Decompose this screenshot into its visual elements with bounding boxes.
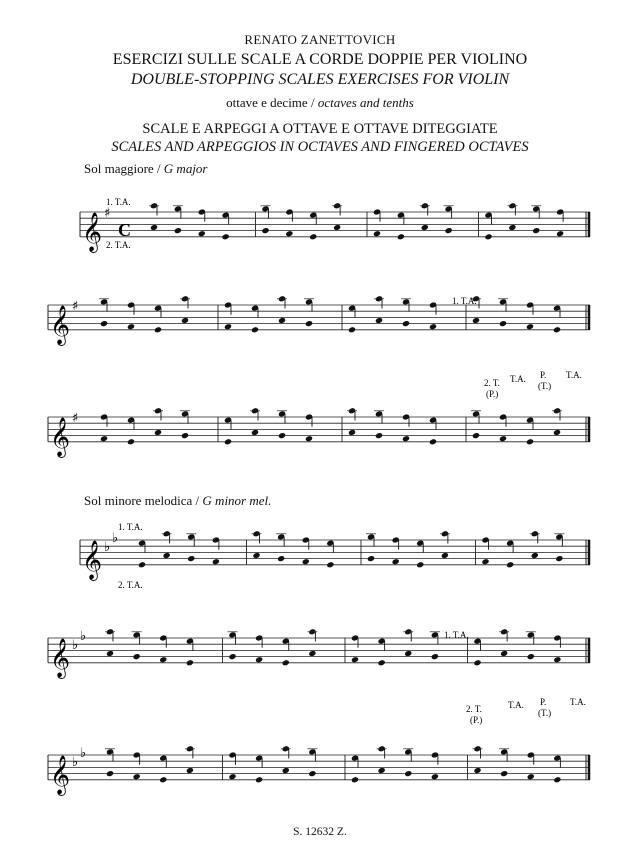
note-head: [174, 227, 182, 234]
note-head: [351, 656, 359, 663]
note-head: [348, 326, 356, 333]
note-head: [553, 776, 561, 783]
note-head: [228, 773, 236, 780]
staff-system-3: [48, 407, 590, 458]
note-head: [138, 561, 146, 568]
flat-icon: ♭: [104, 540, 111, 555]
note-head: [255, 656, 263, 663]
note-head: [392, 558, 400, 565]
note-head: [484, 233, 492, 240]
note-head: [278, 432, 286, 439]
note-head: [500, 770, 508, 777]
treble-clef-icon: 𝄞: [50, 416, 71, 457]
annotation-ta1-sys4: 1. T.A.: [118, 522, 143, 532]
composer-name: RENATO ZANETTOVICH: [244, 32, 396, 47]
note-head: [159, 776, 167, 783]
note-head: [431, 653, 439, 660]
note-head: [472, 317, 480, 324]
note-head: [441, 552, 449, 559]
note-head: [224, 438, 232, 445]
note-head: [228, 653, 236, 660]
note-head: [404, 770, 412, 777]
flat-icon: ♭: [72, 638, 79, 653]
note-head: [181, 432, 189, 439]
note-head: [445, 227, 453, 234]
title-english: DOUBLE-STOPPING SCALES EXERCISES FOR VIOLIN: [130, 71, 510, 88]
g-major-label-italian: Sol maggiore /: [84, 161, 161, 176]
note-head: [100, 320, 108, 327]
note-head: [375, 317, 383, 324]
note-head: [499, 320, 507, 327]
annotation-p-sys2: P.: [540, 370, 547, 380]
note-head: [431, 773, 439, 780]
note-head: [526, 323, 534, 330]
note-head: [378, 659, 386, 666]
time-signature: C: [118, 220, 131, 240]
note-head: [375, 432, 383, 439]
note-head: [402, 320, 410, 327]
note-head: [224, 323, 232, 330]
note-head: [278, 317, 286, 324]
treble-clef-icon: 𝄞: [50, 754, 71, 795]
annotation-p-paren-sys5: (P.): [470, 715, 483, 725]
note-head: [472, 432, 480, 439]
flat-icon: ♭: [80, 746, 87, 761]
annotation-t-paren-sys2: (T.): [538, 381, 552, 391]
note-head: [531, 552, 539, 559]
note-head: [526, 438, 534, 445]
note-head: [187, 555, 195, 562]
note-head: [527, 773, 535, 780]
note-head: [308, 770, 316, 777]
note-head: [251, 326, 259, 333]
annotation-ta1-sys2: 1. T.A.: [452, 296, 477, 306]
annotation-ta-sys2b: T.A.: [566, 370, 582, 380]
note-head: [402, 435, 410, 442]
note-head: [378, 767, 386, 774]
note-head: [333, 224, 341, 231]
note-head: [404, 650, 412, 657]
note-head: [553, 326, 561, 333]
note-head: [397, 233, 405, 240]
section-title-italian: SCALE E ARPEGGI A OTTAVE E OTTAVE DITEGGIATE: [142, 121, 498, 137]
note-head: [127, 323, 135, 330]
subtitle-english: octaves and tenths: [317, 95, 414, 110]
note-head: [251, 429, 259, 436]
annotation-ta1: 1. T.A.: [106, 197, 131, 207]
annotation-t-paren-sys5: (T.): [538, 708, 552, 718]
note-head: [473, 767, 481, 774]
note-head: [150, 224, 158, 231]
note-head: [154, 429, 162, 436]
annotation-ta2-sys4: 2. T.A.: [118, 580, 143, 590]
annotation-ta-sys2a: T.A.: [510, 374, 526, 384]
note-head: [555, 555, 563, 562]
staff-system-1: [80, 197, 590, 253]
note-head: [302, 558, 310, 565]
note-head: [127, 438, 135, 445]
note-head: [556, 230, 564, 237]
annotation-t2-sys5: 2. T.: [466, 704, 482, 714]
note-head: [277, 555, 285, 562]
annotation-t2-sys2: 2. T.: [484, 378, 500, 388]
g-minor-label-english: G minor mel.: [202, 493, 272, 508]
note-head: [198, 230, 206, 237]
treble-clef-icon: 𝄞: [50, 304, 71, 345]
note-head: [222, 233, 230, 240]
note-head: [508, 224, 516, 231]
staff-system-2: [48, 295, 590, 399]
annotation-ta-sys5b: T.A.: [570, 697, 586, 707]
note-head: [553, 656, 561, 663]
note-head: [429, 323, 437, 330]
note-head: [133, 653, 141, 660]
note-head: [326, 561, 334, 568]
flat-icon: ♭: [72, 755, 79, 770]
note-head: [163, 552, 171, 559]
treble-clef-icon: 𝄞: [50, 637, 71, 678]
annotation-ta1-sys5: 1. T.A.: [444, 630, 469, 640]
note-head: [282, 659, 290, 666]
note-head: [154, 326, 162, 333]
note-head: [499, 435, 507, 442]
note-head: [416, 561, 424, 568]
title-italian: ESERCIZI SULLE SCALE A CORDE DOPPIE PER VIOLINO: [112, 51, 528, 68]
flat-icon: ♭: [112, 531, 119, 546]
note-head: [473, 659, 481, 666]
note-head: [553, 429, 561, 436]
note-head: [106, 770, 114, 777]
note-head: [532, 227, 540, 234]
note-head: [500, 650, 508, 657]
note-head: [106, 650, 114, 657]
note-head: [100, 435, 108, 442]
g-major-label-english: G major: [163, 161, 208, 176]
sharp-icon: ♯: [72, 411, 79, 426]
section-title-english: SCALES AND ARPEGGIOS IN OCTAVES AND FINGERED OCTAVES: [111, 139, 529, 155]
note-head: [305, 435, 313, 442]
note-head: [285, 230, 293, 237]
catalog-number: S. 12632 Z.: [293, 826, 347, 838]
sharp-icon: ♯: [104, 206, 111, 221]
note-head: [133, 773, 141, 780]
note-head: [282, 767, 290, 774]
subtitle-italian: ottave e decime /: [226, 95, 315, 110]
note-head: [351, 776, 359, 783]
note-head: [348, 429, 356, 436]
note-head: [367, 555, 375, 562]
note-head: [481, 558, 489, 565]
note-head: [255, 776, 263, 783]
treble-clef-icon: 𝄞: [82, 539, 103, 580]
note-head: [373, 230, 381, 237]
g-minor-label-italian: Sol minore melodica /: [84, 493, 200, 508]
note-head: [421, 224, 429, 231]
staff-system-4: [80, 522, 590, 590]
note-head: [527, 653, 535, 660]
annotation-ta2: 2. T.A.: [106, 240, 131, 250]
staff-system-6: [48, 745, 590, 796]
note-head: [261, 227, 269, 234]
note-head: [305, 320, 313, 327]
note-head: [308, 650, 316, 657]
annotation-p-paren-sys2: (P.): [486, 389, 499, 399]
note-head: [506, 561, 514, 568]
note-head: [429, 438, 437, 445]
annotation-p-sys5: P.: [540, 697, 547, 707]
note-head: [159, 656, 167, 663]
annotation-ta-sys5a: T.A.: [508, 700, 524, 710]
note-head: [186, 659, 194, 666]
staff-system-5: [48, 628, 590, 725]
note-head: [252, 552, 260, 559]
note-head: [309, 233, 317, 240]
note-head: [181, 317, 189, 324]
sharp-icon: ♯: [72, 299, 79, 314]
treble-clef-icon: 𝄞: [82, 211, 103, 252]
note-head: [212, 558, 220, 565]
note-head: [186, 767, 194, 774]
flat-icon: ♭: [80, 629, 87, 644]
